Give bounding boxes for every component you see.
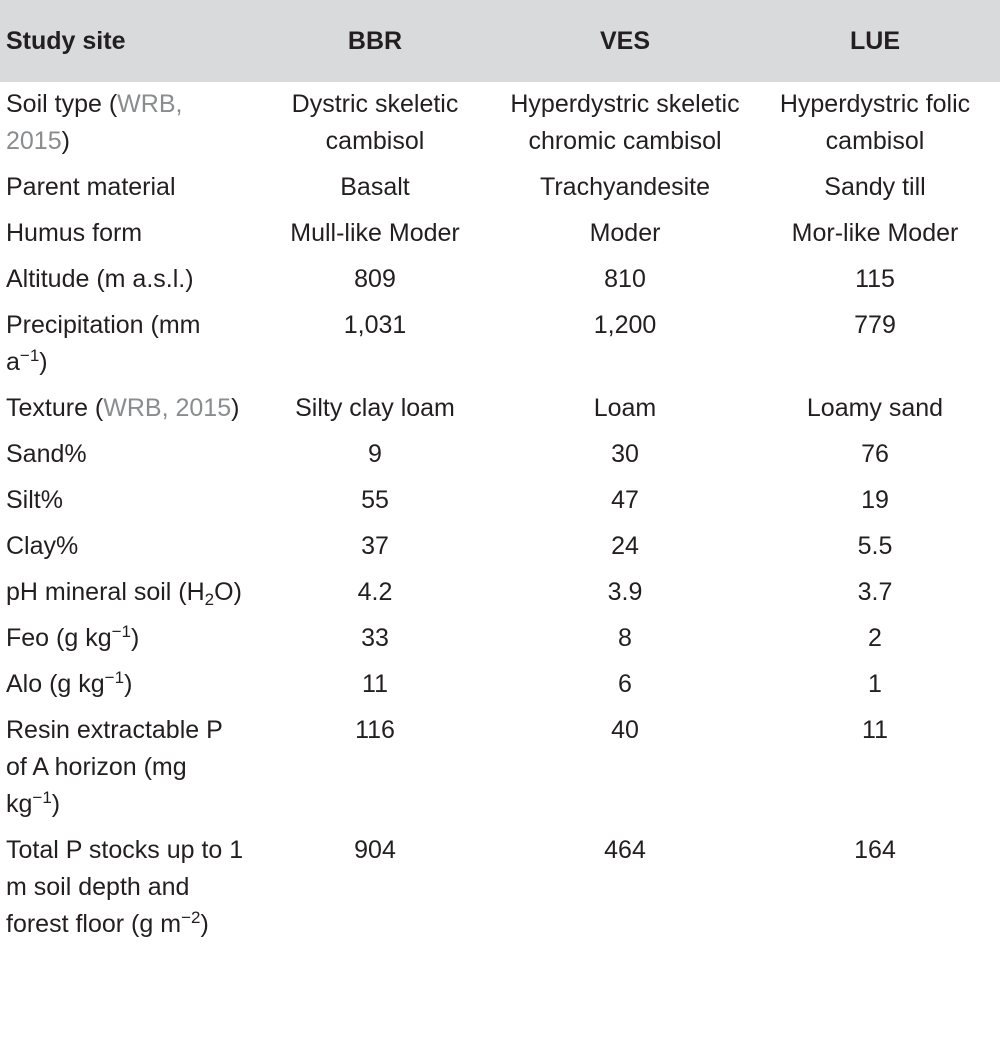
label-text: Total P stocks up to 1 m soil depth and forest floor (g m bbox=[6, 836, 244, 938]
cell-bbr: 33 bbox=[361, 624, 389, 652]
row-label bbox=[0, 616, 250, 662]
cell-bbr: 1,031 bbox=[343, 311, 407, 339]
row-label: Altitude (m a.s.l.) bbox=[6, 265, 194, 293]
cell-ves: 30 bbox=[611, 440, 639, 468]
row-altitude bbox=[0, 257, 1000, 303]
label-text-end: ) bbox=[51, 790, 61, 818]
cell-lue: 115 bbox=[855, 265, 895, 293]
cell-bbr: 11 bbox=[362, 670, 388, 698]
label-text: Texture ( bbox=[6, 394, 104, 422]
label-text-end: O) bbox=[214, 578, 242, 606]
row-label bbox=[0, 708, 250, 828]
cell-lue: Hyperdystric folic cambisol bbox=[779, 90, 971, 155]
row-label: Parent material bbox=[6, 173, 176, 201]
cell-bbr: 809 bbox=[354, 265, 396, 293]
label-text-end: ) bbox=[124, 670, 133, 698]
cell-ves: Loam bbox=[593, 394, 657, 422]
cell-lue: 779 bbox=[854, 311, 896, 339]
table-header bbox=[0, 0, 1000, 82]
row-resin-p bbox=[0, 708, 1000, 828]
row-label bbox=[0, 570, 250, 616]
row-label bbox=[0, 82, 250, 165]
cell-bbr: Mull-like Moder bbox=[290, 219, 460, 247]
row-precipitation bbox=[0, 303, 1000, 386]
row-label bbox=[0, 386, 250, 432]
header-site-lue: LUE bbox=[850, 26, 900, 55]
label-superscript: −1 bbox=[104, 668, 125, 687]
cell-bbr: 9 bbox=[368, 440, 382, 468]
cell-lue: 5.5 bbox=[857, 532, 893, 560]
row-label: Humus form bbox=[6, 219, 143, 247]
wrb-citation-link[interactable]: WRB, 2015 bbox=[6, 90, 183, 155]
cell-ves: Hyperdystric skeletic chromic cambisol bbox=[510, 90, 740, 155]
row-clay bbox=[0, 524, 1000, 570]
cell-ves: 24 bbox=[611, 532, 639, 560]
cell-bbr: 904 bbox=[354, 836, 396, 864]
row-label bbox=[0, 662, 250, 708]
label-text: Soil type ( bbox=[6, 90, 118, 118]
cell-lue: Mor-like Moder bbox=[791, 219, 959, 247]
row-label: Sand% bbox=[6, 440, 87, 468]
cell-ves: Trachyandesite bbox=[540, 173, 710, 201]
row-silt bbox=[0, 478, 1000, 524]
label-superscript: −2 bbox=[181, 908, 201, 927]
cell-ves: Moder bbox=[589, 219, 661, 247]
cell-lue: Loamy sand bbox=[806, 394, 944, 422]
cell-ves: 3.9 bbox=[607, 578, 643, 606]
cell-bbr: 37 bbox=[361, 532, 389, 560]
cell-lue: Sandy till bbox=[824, 173, 926, 201]
wrb-citation-link[interactable]: WRB, 2015 bbox=[103, 394, 232, 422]
table-body bbox=[0, 82, 1000, 948]
header-row bbox=[0, 0, 1000, 82]
cell-bbr: Silty clay loam bbox=[295, 394, 455, 422]
row-sand bbox=[0, 432, 1000, 478]
row-label: Silt% bbox=[6, 486, 63, 514]
cell-lue: 164 bbox=[854, 836, 896, 864]
label-subscript: 2 bbox=[204, 590, 215, 609]
label-superscript: −1 bbox=[32, 788, 52, 807]
cell-ves: 464 bbox=[604, 836, 646, 864]
cell-lue: 11 bbox=[862, 716, 888, 744]
label-text: Resin extractable P of A horizon (mg kg bbox=[6, 716, 223, 818]
cell-bbr: Dystric skeletic cambisol bbox=[291, 90, 459, 155]
cell-ves: 40 bbox=[611, 716, 639, 744]
cell-ves: 810 bbox=[604, 265, 646, 293]
header-site-bbr: BBR bbox=[347, 26, 403, 55]
row-ph bbox=[0, 570, 1000, 616]
row-label bbox=[0, 828, 250, 948]
cell-ves: 47 bbox=[611, 486, 639, 514]
cell-ves: 1,200 bbox=[593, 311, 657, 339]
cell-bbr: 116 bbox=[355, 716, 395, 744]
row-texture bbox=[0, 386, 1000, 432]
cell-bbr: 55 bbox=[361, 486, 389, 514]
label-text: Feo (g kg bbox=[6, 624, 112, 652]
cell-lue: 19 bbox=[861, 486, 889, 514]
cell-ves: 8 bbox=[618, 624, 632, 652]
label-text-end: ) bbox=[131, 624, 140, 652]
label-text-end: ) bbox=[231, 394, 240, 422]
header-study-site: Study site bbox=[6, 26, 126, 55]
row-label bbox=[0, 303, 250, 386]
label-text: Precipitation (mm a bbox=[6, 311, 201, 376]
header-site-ves: VES bbox=[599, 26, 651, 55]
label-text-end: ) bbox=[39, 348, 48, 376]
row-total-p bbox=[0, 828, 1000, 948]
cell-lue: 76 bbox=[861, 440, 889, 468]
row-soil-type bbox=[0, 82, 1000, 165]
cell-lue: 3.7 bbox=[857, 578, 893, 606]
cell-bbr: Basalt bbox=[340, 173, 410, 201]
cell-bbr: 4.2 bbox=[357, 578, 393, 606]
row-feo bbox=[0, 616, 1000, 662]
label-text-end: ) bbox=[61, 127, 70, 155]
row-label: Clay% bbox=[6, 532, 79, 560]
cell-lue: 2 bbox=[868, 624, 882, 652]
cell-ves: 6 bbox=[618, 670, 632, 698]
label-superscript: −1 bbox=[111, 622, 131, 641]
label-text: pH mineral soil (H bbox=[6, 578, 205, 606]
label-text-end: ) bbox=[200, 910, 209, 938]
row-alo bbox=[0, 662, 1000, 708]
row-humus-form bbox=[0, 211, 1000, 257]
label-text: Alo (g kg bbox=[6, 670, 105, 698]
label-superscript: −1 bbox=[19, 346, 40, 365]
cell-lue: 1 bbox=[868, 670, 882, 698]
row-parent-material bbox=[0, 165, 1000, 211]
